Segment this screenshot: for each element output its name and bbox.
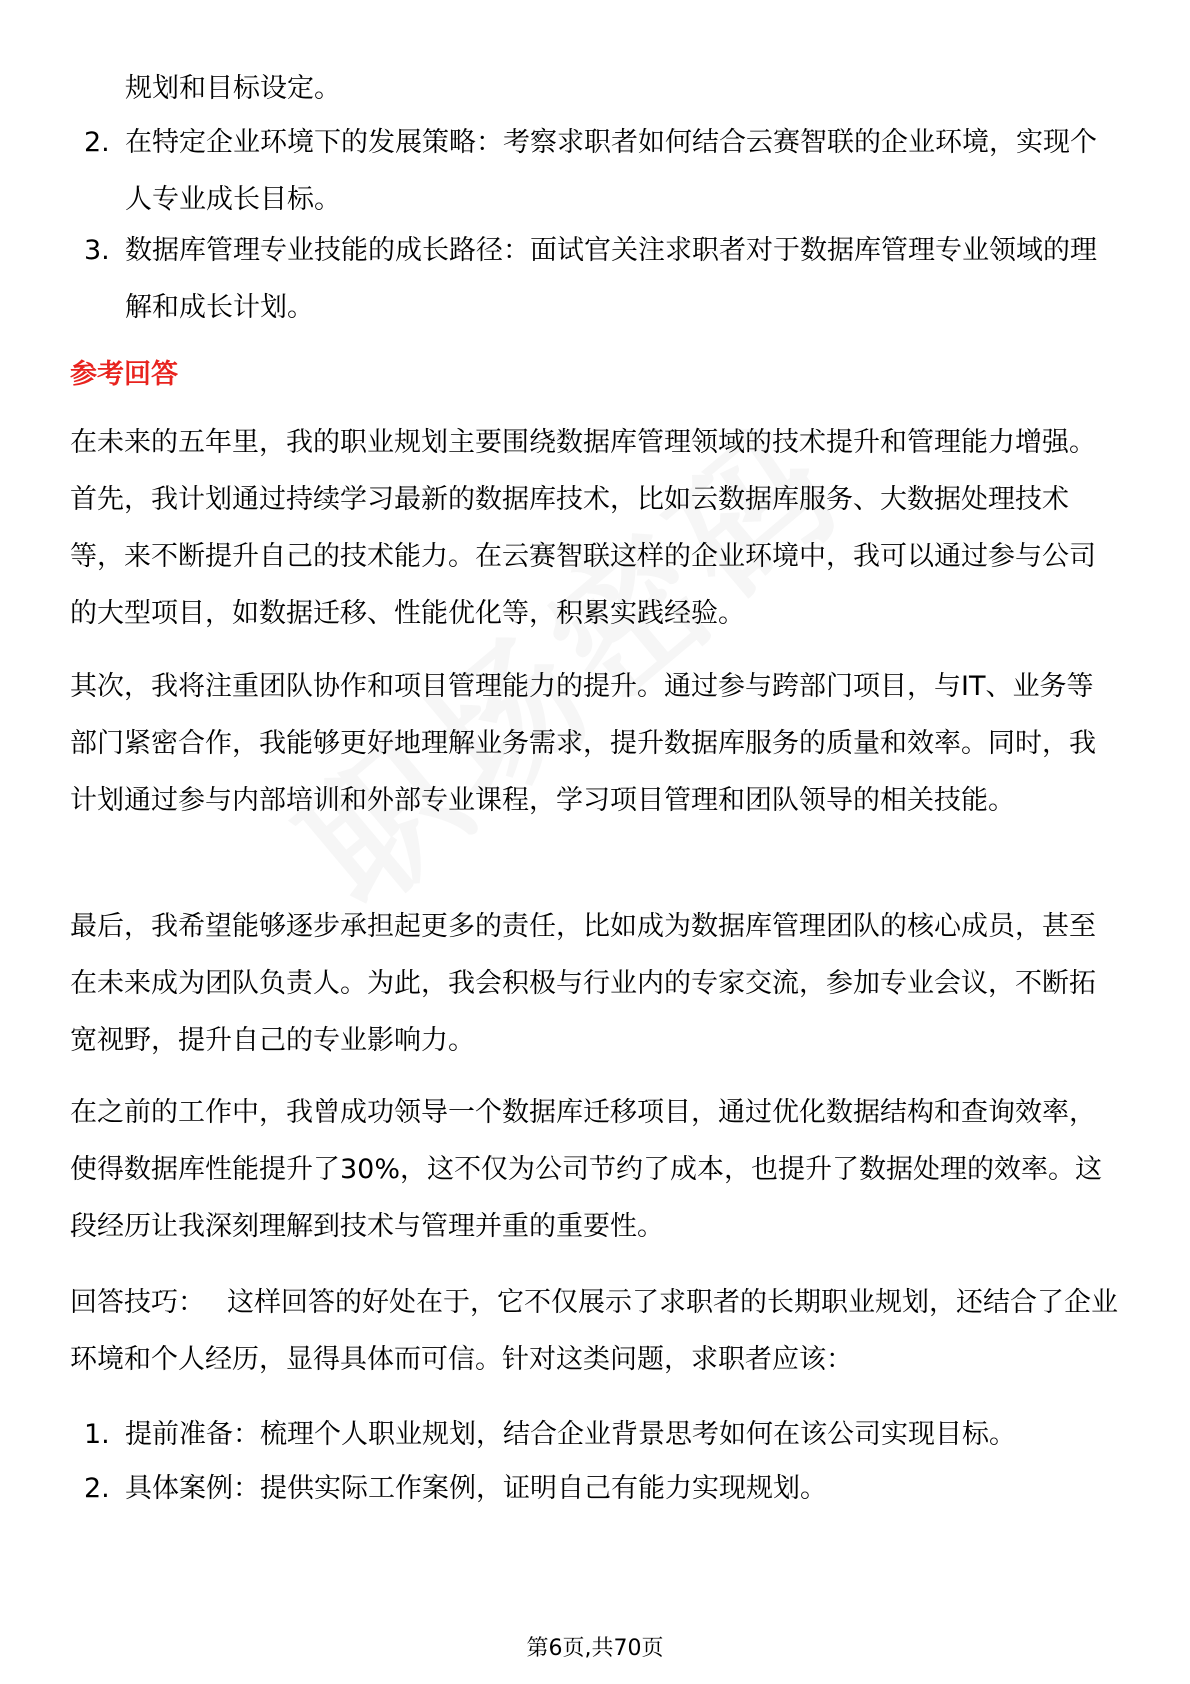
list-text: 具体案例：提供实际工作案例，证明自己有能力实现规划。	[125, 1473, 827, 1504]
list-item	[70, 1460, 1120, 1517]
answer-tips	[70, 1274, 1120, 1388]
answer-paragraph: 最后，我希望能够逐步承担起更多的责任，比如成为数据库管理团队的核心成员，甚至在未来成为团队负责人。为此，我会积极与行业内的专家交流，参加专业会议，不断拓宽视野，提升自己的专业影响力。	[70, 911, 1096, 1056]
tips-label: 回答技巧：	[70, 1287, 205, 1318]
list-number: 3.	[84, 235, 110, 266]
list-item	[70, 114, 1120, 228]
list-item	[70, 60, 1120, 117]
answer-paragraph: 其次，我将注重团队协作和项目管理能力的提升。通过参与跨部门项目，与IT、业务等部门紧密合作，我能够更好地理解业务需求，提升数据库服务的质量和效率。同时，我计划通过参与内部培训和外部专业课程，学习项目管理和团队领导的相关技能。	[70, 671, 1096, 816]
tips-text: 这样回答的好处在于，它不仅展示了求职者的长期职业规划，还结合了企业环境和个人经历，显得具体而可信。针对这类问题，求职者应该：	[70, 1287, 1118, 1375]
list-item	[70, 1406, 1120, 1463]
list-text: 提前准备：梳理个人职业规划，结合企业背景思考如何在该公司实现目标。	[125, 1419, 1016, 1450]
page-number: 第6页,共70页	[526, 1636, 664, 1661]
section-heading: 参考回答	[70, 359, 178, 390]
list-number: 1.	[84, 1419, 110, 1450]
list-text: 规划和目标设定。	[125, 73, 341, 104]
list-text: 数据库管理专业技能的成长路径：面试官关注求职者对于数据库管理专业领域的理解和成长计划。	[125, 235, 1097, 323]
answer-paragraph: 在之前的工作中，我曾成功领导一个数据库迁移项目，通过优化数据结构和查询效率，使得数据库性能提升了30%，这不仅为公司节约了成本，也提升了数据处理的效率。这段经历让我深刻理解到技术与管理并重的重要性。	[70, 1097, 1103, 1242]
list-number: 2.	[84, 1473, 110, 1504]
list-text: 在特定企业环境下的发展策略：考察求职者如何结合云赛智联的企业环境，实现个人专业成长目标。	[125, 127, 1097, 215]
list-number: 2.	[84, 127, 110, 158]
answer-paragraph: 在未来的五年里，我的职业规划主要围绕数据库管理领域的技术提升和管理能力增强。首先，我计划通过持续学习最新的数据库技术，比如云数据库服务、大数据处理技术等，来不断提升自己的技术能力。在云赛智联这样的企业环境中，我可以通过参与公司的大型项目，如数据迁移、性能优化等，积累实践经验。	[70, 427, 1096, 629]
list-item	[70, 222, 1120, 336]
